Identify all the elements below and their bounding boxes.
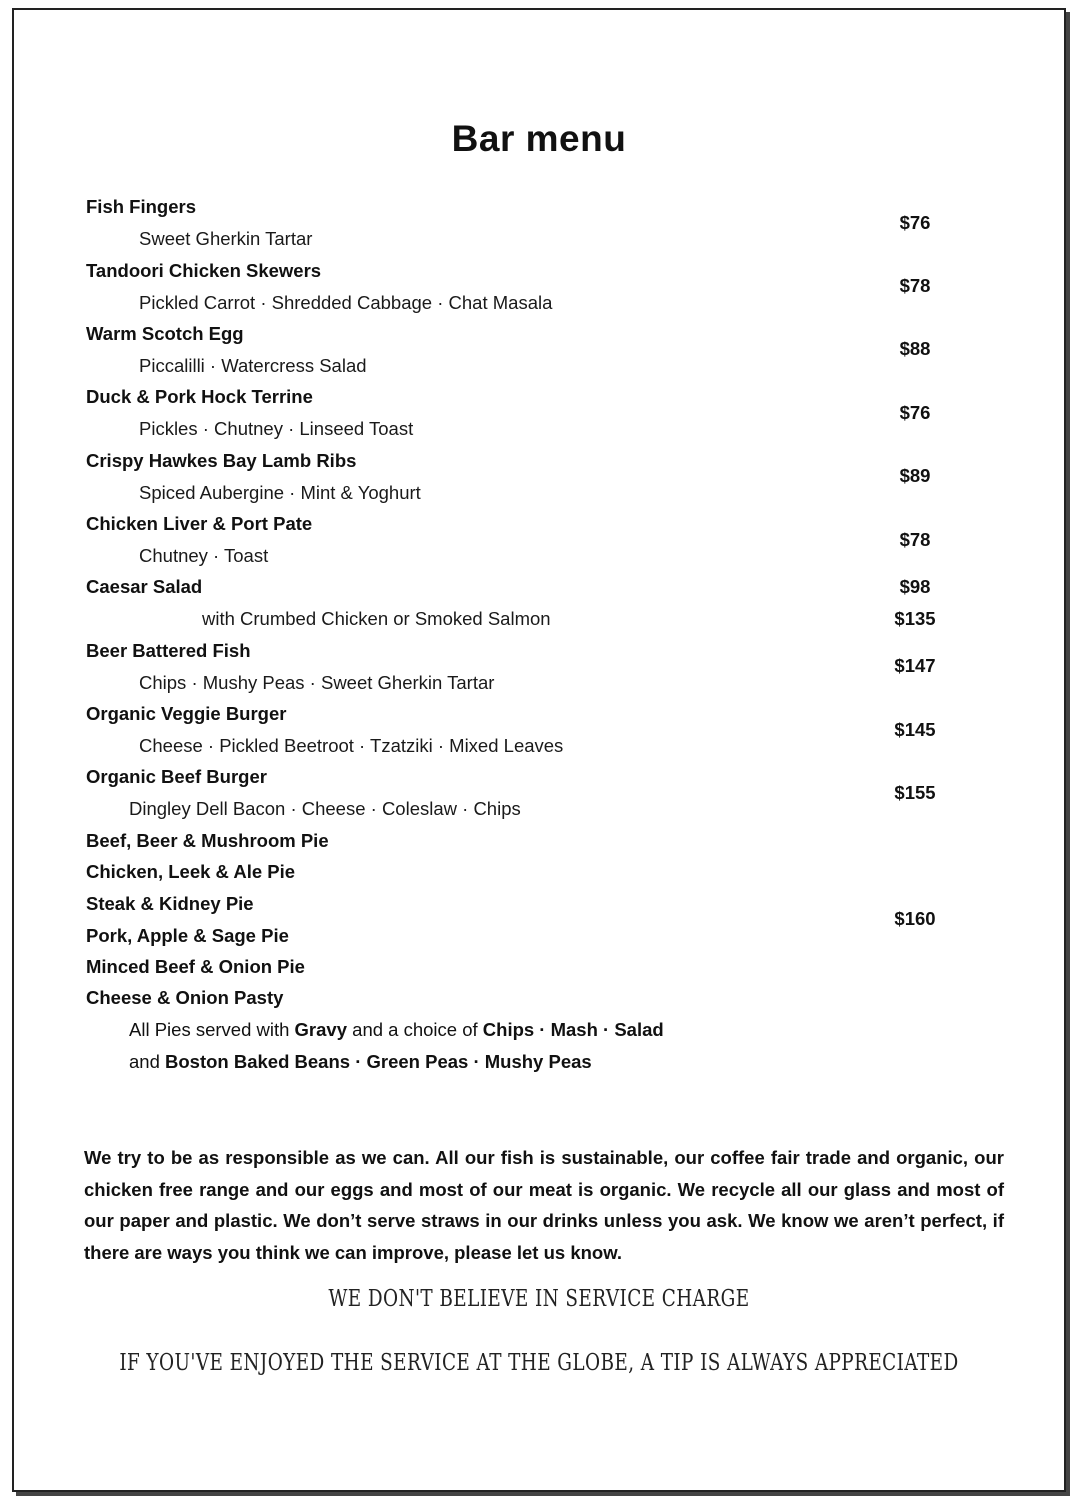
item-description: Pickles · Chutney · Linseed Toast	[139, 418, 414, 439]
item-price: $147	[894, 655, 936, 676]
pie-name: Pork, Apple & Sage Pie	[86, 925, 289, 946]
pies-note-line-2	[129, 1051, 592, 1073]
sustainability-statement: We try to be as responsible as we can. All our fish is sustainable, our coffee fair trade and organic, our chicken free range and our eggs and most of our meat is organic. We recycle all our glass and most of our paper and plastic. We don’t serve straws in our drinks unless you ask. We know we aren’t perfect, if there are ways you think we can improve, please let us know.	[84, 1147, 1004, 1263]
item-name: Duck & Pork Hock Terrine	[86, 386, 313, 407]
item-price: $98	[899, 576, 931, 597]
item-name: Crispy Hawkes Bay Lamb Ribs	[86, 450, 357, 471]
pie-name: Chicken, Leek & Ale Pie	[86, 861, 296, 882]
item-description: Dingley Dell Bacon · Cheese · Coleslaw · Chips	[129, 798, 521, 819]
pie-name: Beef, Beer & Mushroom Pie	[86, 830, 329, 851]
item-name: Beer Battered Fish	[86, 640, 251, 661]
item-description: Piccalilli · Watercress Salad	[139, 355, 367, 376]
item-name: Organic Veggie Burger	[86, 703, 287, 724]
pies-note-line-1	[129, 1019, 664, 1041]
pies-note-text: All Pies served with	[129, 1019, 295, 1040]
item-name: Caesar Salad	[86, 576, 203, 597]
item-price: $89	[899, 465, 931, 486]
item-price: $145	[894, 719, 936, 740]
item-name: Chicken Liver & Port Pate	[86, 513, 313, 534]
item-description: Chips · Mushy Peas · Sweet Gherkin Tartar	[139, 672, 495, 693]
item-name: Warm Scotch Egg	[86, 323, 244, 344]
pie-name: Minced Beef & Onion Pie	[86, 956, 305, 977]
pies-note-text: and	[129, 1051, 166, 1072]
pie-name: Steak & Kidney Pie	[86, 893, 254, 914]
pies-note-text: and a choice of	[347, 1019, 483, 1040]
item-price: $78	[899, 529, 931, 550]
pies-note-bold: Chips · Mash · Salad	[482, 1019, 664, 1040]
item-description: Chutney · Toast	[139, 545, 269, 566]
item-name: Tandoori Chicken Skewers	[86, 260, 322, 281]
item-price: $155	[894, 782, 936, 803]
item-price: $76	[899, 402, 931, 423]
pies-note-bold: Boston Baked Beans · Green Peas · Mushy Peas	[165, 1051, 592, 1072]
item-price: $76	[899, 212, 931, 233]
pies-price: $160	[894, 908, 936, 929]
tip-notice: IF YOU'VE ENJOYED THE SERVICE AT THE GLOBE, A TIP IS ALWAYS APPRECIATED	[119, 1350, 959, 1376]
item-description: Sweet Gherkin Tartar	[139, 228, 313, 249]
item-price: $88	[899, 338, 931, 359]
item-price: $78	[899, 275, 931, 296]
item-name: Fish Fingers	[86, 196, 196, 217]
item-description: Spiced Aubergine · Mint & Yoghurt	[139, 482, 421, 503]
item-description: Pickled Carrot · Shredded Cabbage · Chat Masala	[139, 292, 553, 313]
item-option: with Crumbed Chicken or Smoked Salmon	[202, 608, 551, 629]
pies-note-bold: Gravy	[294, 1019, 348, 1040]
item-name: Organic Beef Burger	[86, 766, 267, 787]
pie-name: Cheese & Onion Pasty	[86, 987, 284, 1008]
page-title: Bar menu	[451, 118, 627, 159]
menu-page	[12, 8, 1066, 1492]
item-description: Cheese · Pickled Beetroot · Tzatziki · Mixed Leaves	[139, 735, 564, 756]
item-option-price: $135	[894, 608, 936, 629]
service-charge-notice: WE DON'T BELIEVE IN SERVICE CHARGE	[328, 1286, 750, 1312]
